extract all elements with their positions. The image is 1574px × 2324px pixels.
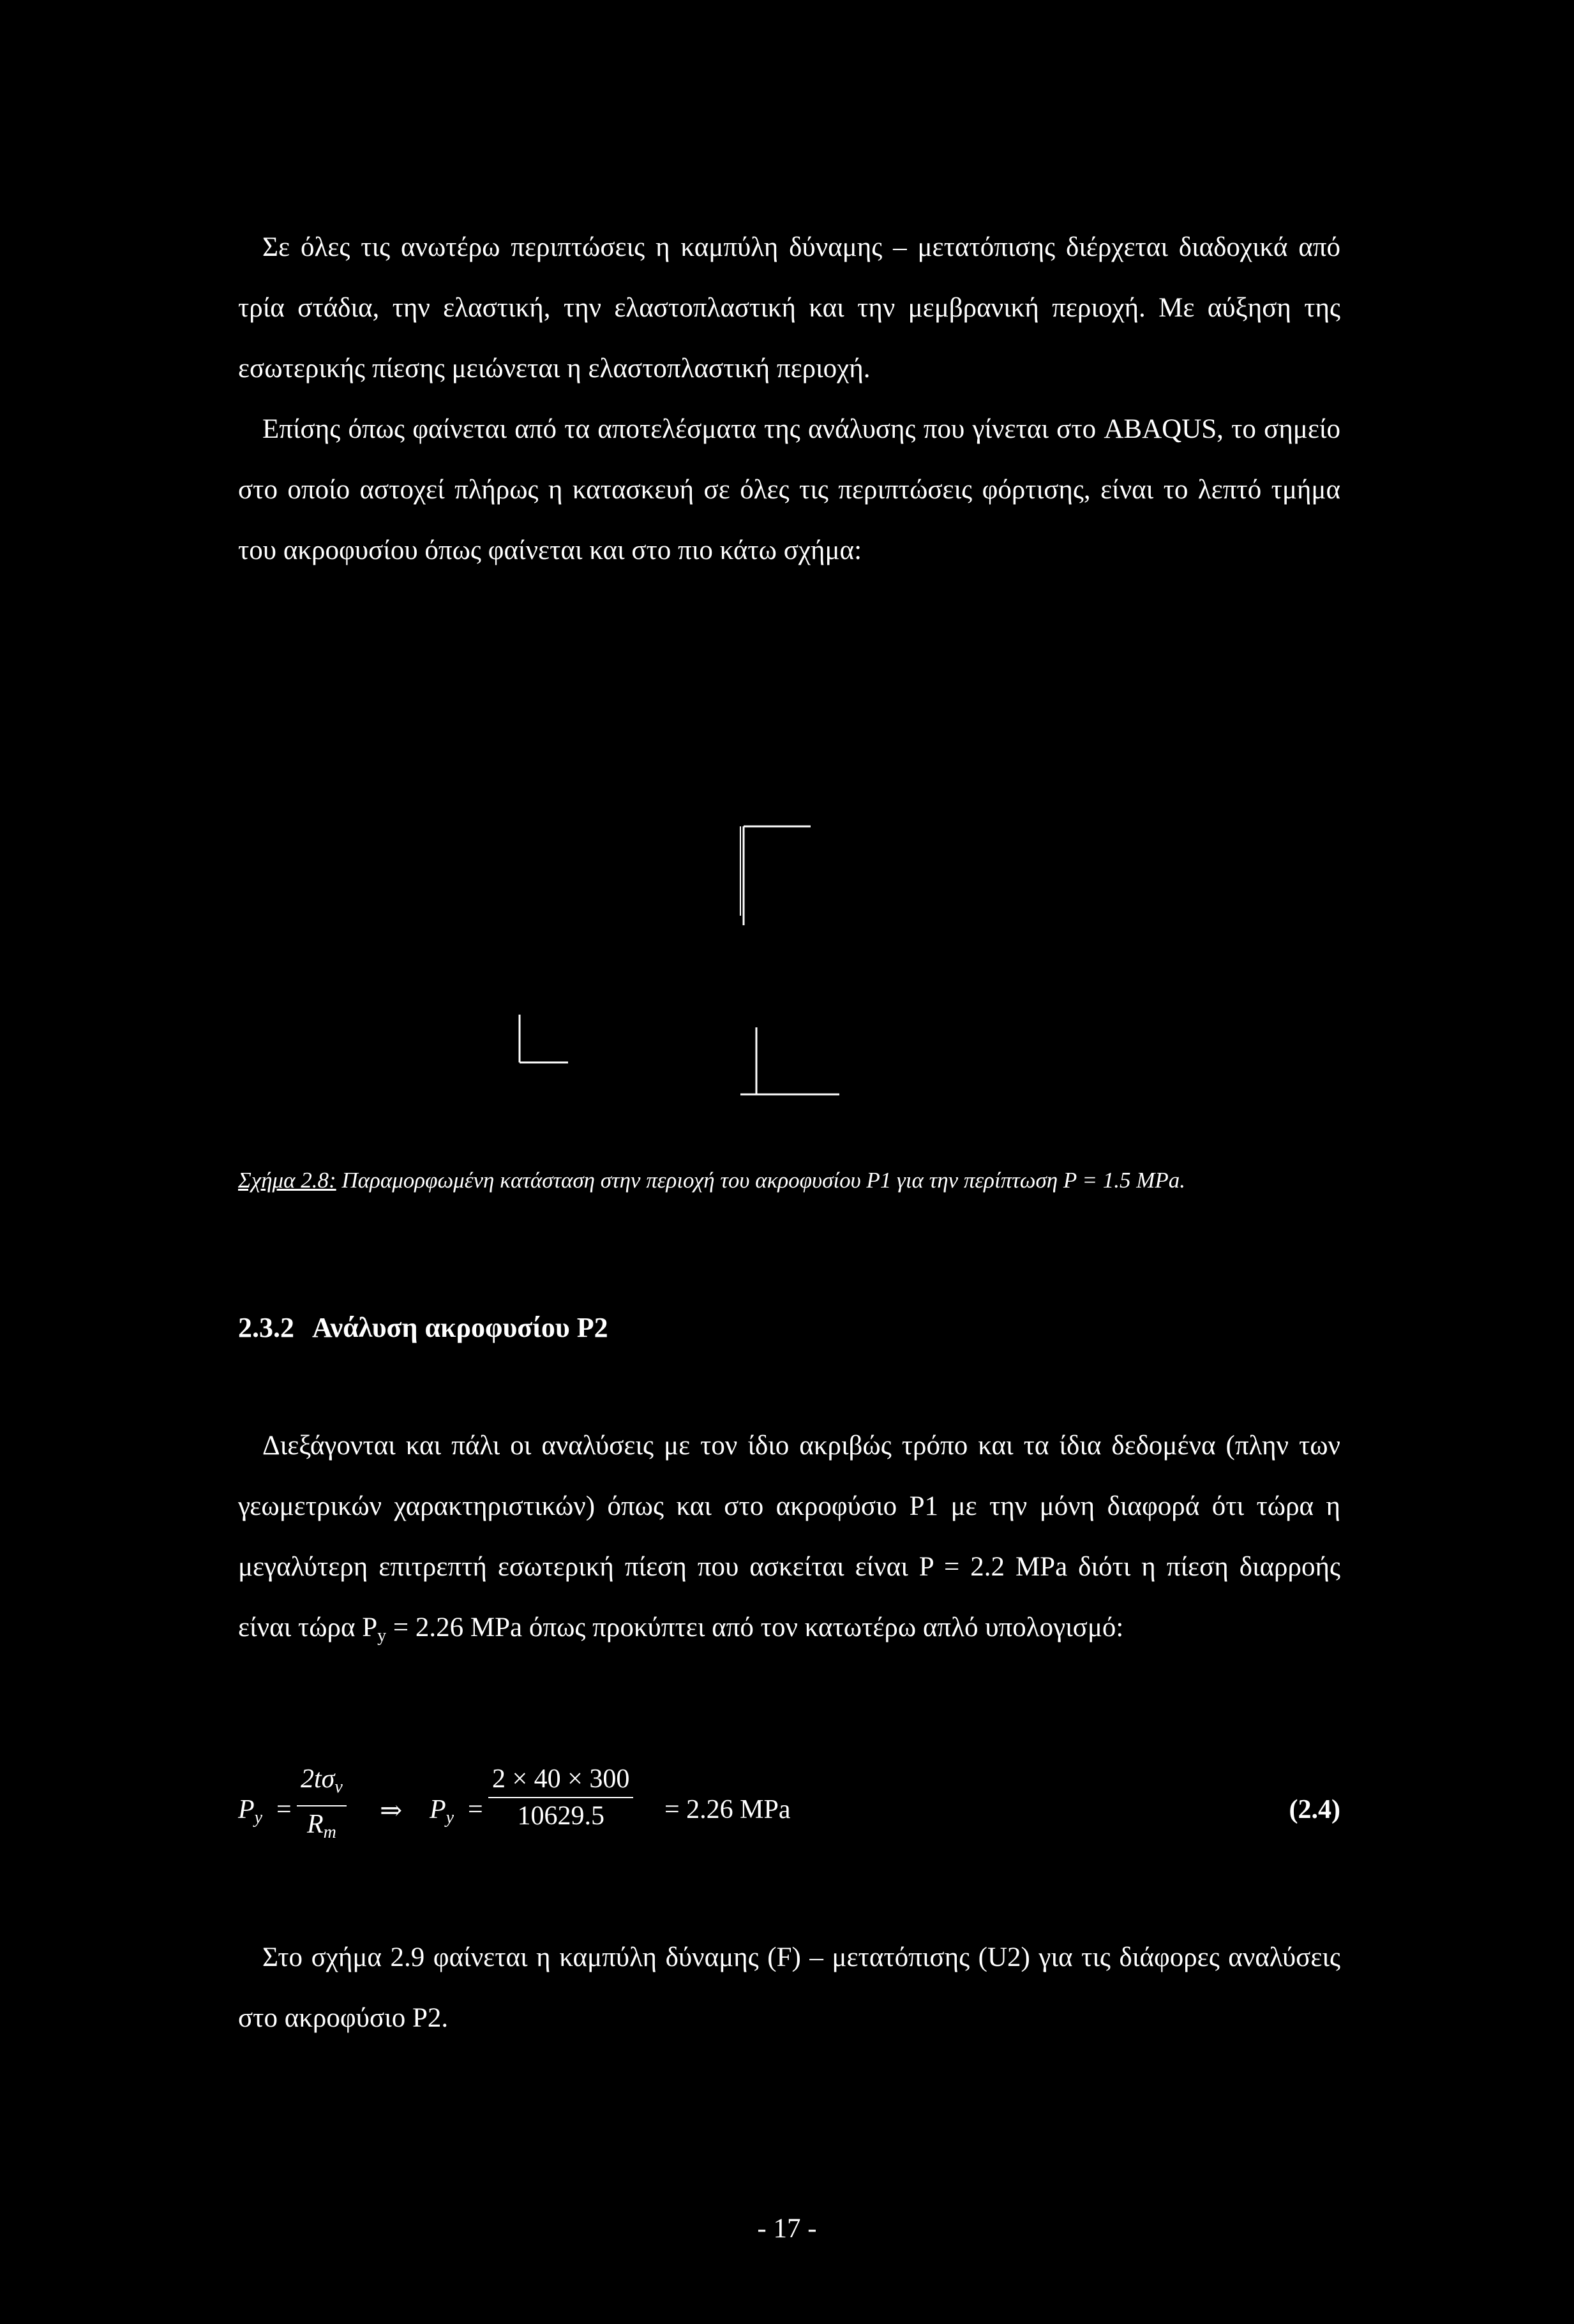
- paragraph-p2-text-before: Διεξάγονται και πάλι οι αναλύσεις με τον ίδιο ακριβώς τρόπο και τα ίδια δεδομένα (πλην των γεωμετρικών χαρακτηριστικών) όπως και στο ακροφύσιο P1 με την μόνη διαφορά ότι τώρα η μεγαλύτερη επιτρεπτή εσωτερική πίεση που ασκείται είναι P = 2.2 MPa διότι η πίεση διαρροής είναι τώρα P: [238, 1431, 1340, 1642]
- paragraph-curve-stages: Σε όλες τις ανωτέρω περιπτώσεις η καμπύλη δύναμης – μετατόπισης διέρχεται διαδοχικά από τρία στάδια, την ελαστική, την ελαστοπλαστική και την μεμβρανική περιοχή. Με αύξηση της εσωτερικής πίεσης μειώνεται η ελαστοπλαστική περιοχή.: [238, 232, 1340, 384]
- paragraph-p2-analysis: [238, 1415, 1340, 1666]
- section-heading: [238, 1311, 608, 1344]
- section-title: Ανάλυση ακροφυσίου P2: [312, 1312, 608, 1343]
- page-number: - 17 -: [757, 2214, 817, 2244]
- deformed-nozzle-figure: [504, 814, 862, 1107]
- equation-equals-1: =: [276, 1795, 292, 1824]
- fraction-1-numerator: $2t\sigma_v$: [297, 1764, 347, 1806]
- equation-2-4: [238, 1759, 1340, 1867]
- paragraph-abaqus-failure: Επίσης όπως φαίνεται από τα αποτελέσματα της ανάλυσης που γίνεται στο ABAQUS, το σημείο στο οποίο αστοχεί πλήρως η κατασκευή σε όλες τις περιπτώσεις φόρτισης, είναι το λεπτό τμήμα του ακροφυσίου όπως φαίνεται και στο πιο κάτω σχήμα:: [238, 414, 1340, 565]
- fraction-2-numerator: 2 × 40 × 300: [488, 1764, 633, 1798]
- paragraph-p2-text-after: = 2.26 MPa όπως προκύπτει από τον κατωτέρω απλό υπολογισμό:: [386, 1613, 1124, 1642]
- fraction-2-denominator: 10629.5: [517, 1801, 604, 1831]
- equation-lhs: $P_y$: [238, 1795, 263, 1828]
- section-number: 2.3.2: [238, 1312, 294, 1343]
- equation-lhs-2: $P_y$: [430, 1795, 454, 1828]
- equation-equals-2: =: [468, 1795, 483, 1824]
- figure-caption: [238, 1154, 1340, 1207]
- figure-caption-label: Σχήμα 2.8:: [238, 1168, 336, 1193]
- equation-tag: (2.4): [1289, 1795, 1340, 1824]
- equation-result: = 2.26 MPa: [664, 1795, 791, 1824]
- figure-caption-text: Παραμορφωμένη κατάσταση στην περιοχή του ακροφυσίου P1 για την περίπτωση P = 1.5 MPa.: [336, 1168, 1185, 1193]
- equation-fraction-1: [297, 1764, 347, 1848]
- equation-implies-arrow: ⇒: [380, 1796, 403, 1826]
- paragraph-p2-subscript: y: [377, 1626, 387, 1646]
- paragraph-figure-2-9-reference: Στο σχήμα 2.9 φαίνεται η καμπύλη δύναμης (F) – μετατόπισης (U2) για τις διάφορες αναλύσεις στο ακροφύσιο P2.: [238, 1942, 1340, 2033]
- fraction-1-denominator: $R_m$: [306, 1810, 336, 1842]
- equation-fraction-2: [488, 1764, 633, 1831]
